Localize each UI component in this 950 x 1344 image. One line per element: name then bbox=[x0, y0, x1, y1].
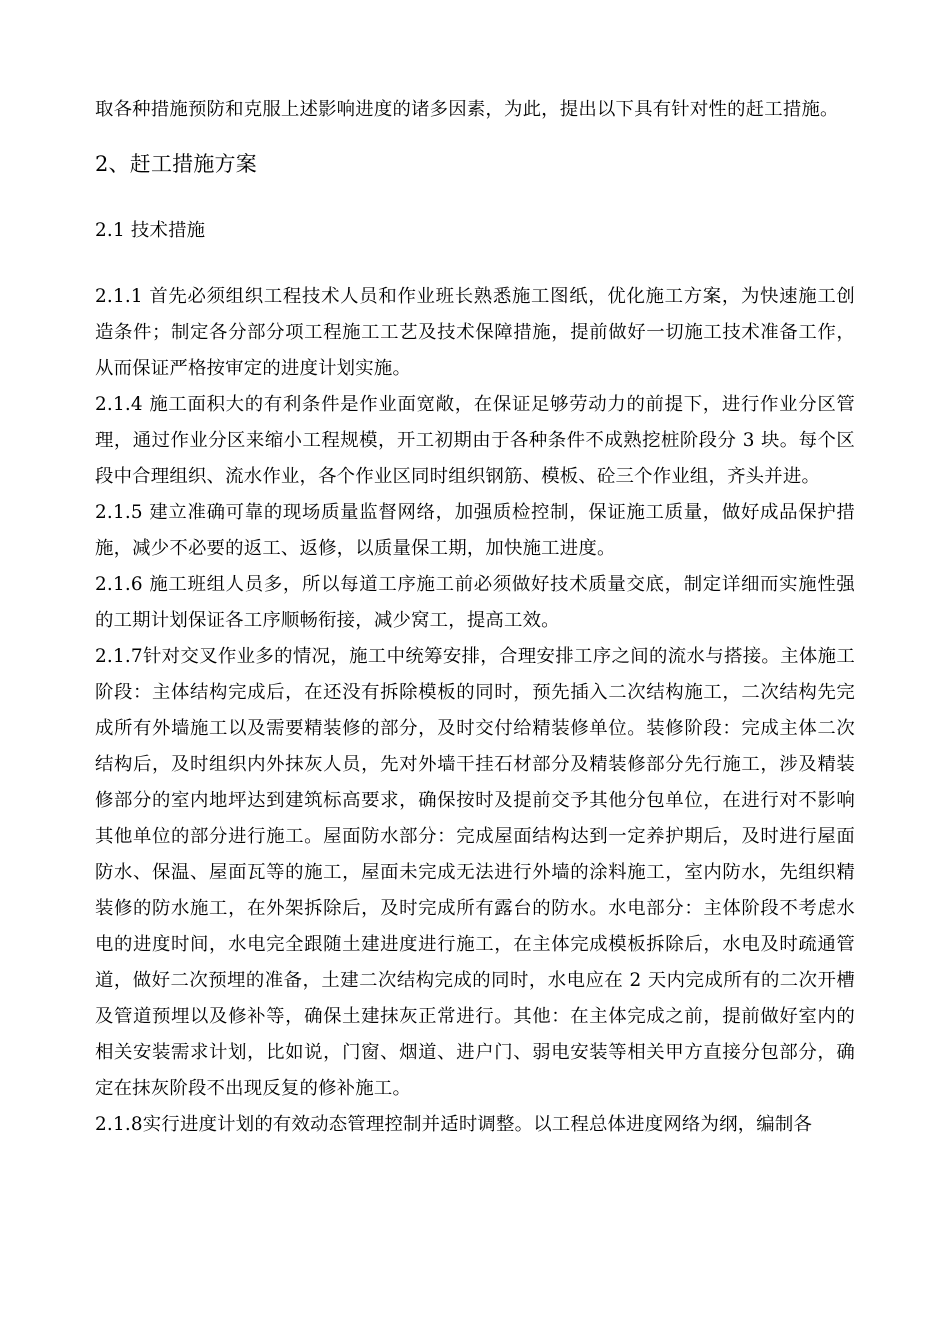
subsection-heading: 2.1 技术措施 bbox=[95, 220, 206, 241]
section-heading: 2、赶工措施方案 bbox=[95, 152, 257, 176]
item-2-1-4: 2.1.4 施工面积大的有利条件是作业面宽敞，在保证足够劳动力的前提下，进行作业分区管理，通过作业分区来缩小工程规模，开工初期由于各种条件不成熟挖桩阶段分 3 块。每个区段中合理组织、流水作业，各个作业区同时组织钢筋、模板、砼三个作业组，齐头并进。 bbox=[95, 394, 855, 487]
item-2-1-5: 2.1.5 建立准确可靠的现场质量监督网络，加强质检控制，保证施工质量，做好成品保护措施，减少不必要的返工、返修，以质量保工期，加快施工进度。 bbox=[95, 502, 855, 559]
document-body bbox=[95, 92, 855, 1143]
item-2-1-1: 2.1.1 首先必须组织工程技术人员和作业班长熟悉施工图纸，优化施工方案，为快速施工创造条件；制定各分部分项工程施工工艺及技术保障措施，提前做好一切施工技术准备工作，从而保证严格按审定的进度计划实施。 bbox=[95, 286, 855, 379]
item-2-1-6: 2.1.6 施工班组人员多，所以每道工序施工前必须做好技术质量交底，制定详细而实施性强的工期计划保证各工序顺畅衔接，减少窝工，提高工效。 bbox=[95, 574, 855, 631]
item-2-1-8: 2.1.8实行进度计划的有效动态管理控制并适时调整。以工程总体进度网络为纲，编制各 bbox=[95, 1114, 813, 1135]
item-2-1-7: 2.1.7针对交叉作业多的情况，施工中统筹安排，合理安排工序之间的流水与搭接。主体施工阶段：主体结构完成后，在还没有拆除模板的同时，预先插入二次结构施工，二次结构先完成所有外墙施工以及需要精装修的部分，及时交付给精装修单位。装修阶段：完成主体二次结构后，及时组织内外抹灰人员，先对外墙干挂石材部分及精装修部分先行施工，涉及精装修部分的室内地坪达到建筑标高要求，确保按时及提前交予其他分包单位，在进行对不影响其他单位的部分进行施工。屋面防水部分：完成屋面结构达到一定养护期后，及时进行屋面防水、保温、屋面瓦等的施工，屋面未完成无法进行外墙的涂料施工，室内防水，先组织精装修的防水施工，在外架拆除后，及时完成所有露台的防水。水电部分：主体阶段不考虑水电的进度时间，水电完全跟随土建进度进行施工，在主体完成模板拆除后，水电及时疏通管道，做好二次预埋的准备，土建二次结构完成的同时，水电应在 2 天内完成所有的二次开槽及管道预埋以及修补等，确保土建抹灰正常进行。其他：在主体完成之前，提前做好室内的相关安装需求计划，比如说，门窗、烟道、进户门、弱电安装等相关甲方直接分包部分，确定在抹灰阶段不出现反复的修补施工。 bbox=[95, 646, 855, 1099]
intro-paragraph: 取各种措施预防和克服上述影响进度的诸多因素，为此，提出以下具有针对性的赶工措施。 bbox=[95, 99, 839, 120]
